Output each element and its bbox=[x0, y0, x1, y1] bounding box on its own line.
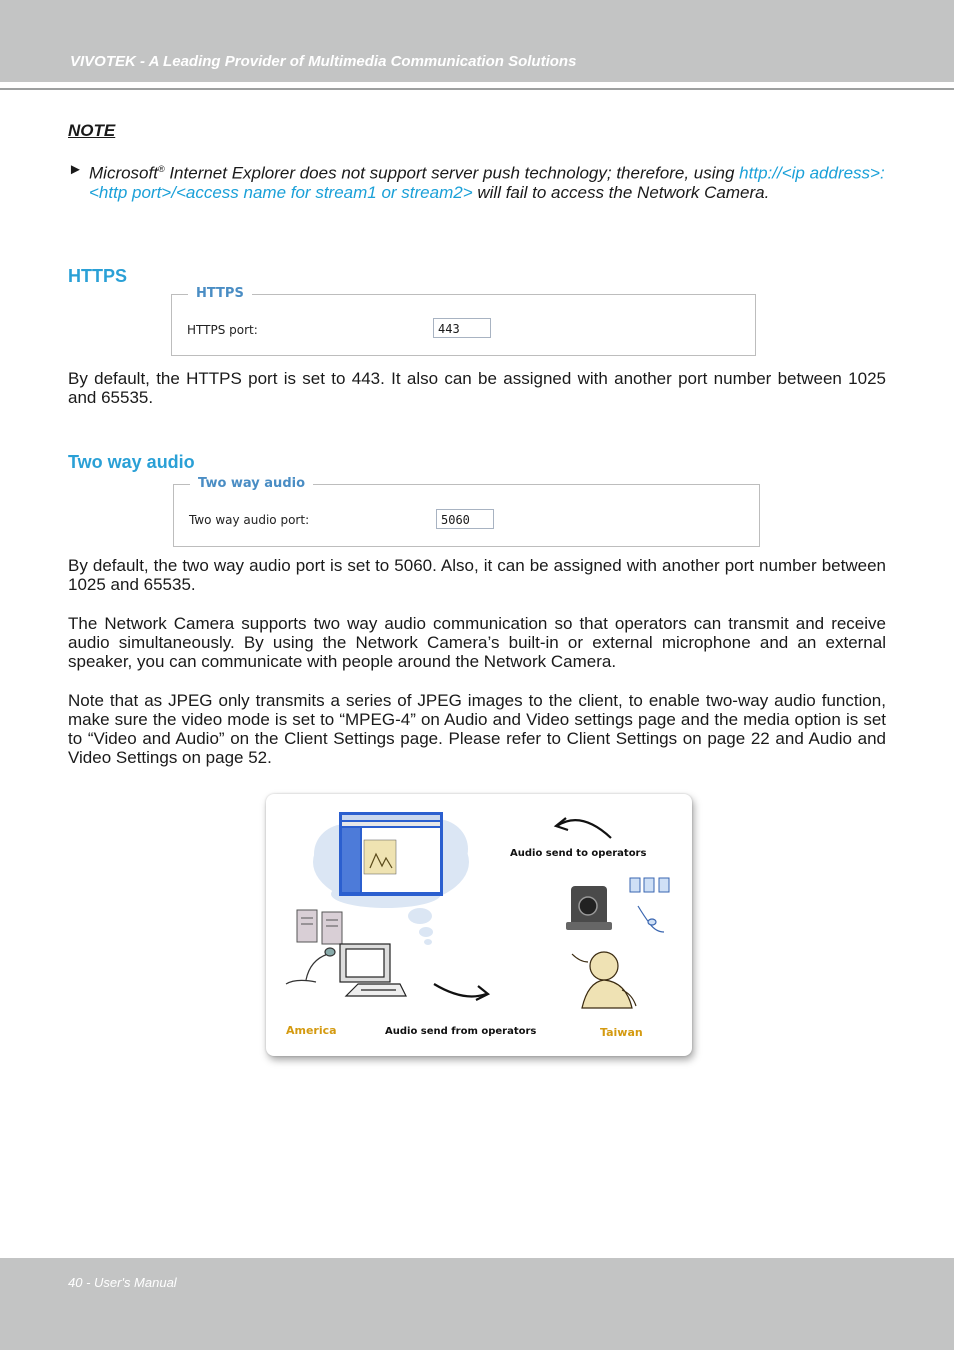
small-speakers-icon bbox=[630, 878, 669, 892]
audio-from-operators-label: Audio send from operators bbox=[385, 1026, 537, 1037]
diagram-illustration bbox=[266, 794, 692, 1056]
registered-mark: ® bbox=[157, 164, 165, 174]
computer-icon bbox=[340, 944, 406, 996]
two-way-audio-para-2: The Network Camera supports two way audio communication so that operators can transmit and receive audio simultaneously. By using the Network Camera’s built-in or external microphone and an external speaker, you can communicate with people around the Network Camera. bbox=[68, 614, 886, 671]
two-way-audio-heading: Two way audio bbox=[68, 452, 195, 472]
page-footer bbox=[0, 1258, 954, 1350]
america-label: America bbox=[286, 1024, 337, 1037]
two-way-audio-legend: Two way audio bbox=[190, 476, 313, 491]
taiwan-label: Taiwan bbox=[600, 1026, 643, 1039]
two-way-audio-fieldset bbox=[173, 476, 760, 547]
person-icon bbox=[572, 952, 636, 1008]
speakers-icon bbox=[297, 910, 342, 944]
https-fieldset bbox=[171, 286, 756, 356]
browser-window-icon bbox=[339, 812, 443, 896]
microphone-icon bbox=[286, 948, 335, 984]
https-port-input[interactable]: 443 bbox=[433, 318, 491, 338]
https-port-label: HTTPS port: bbox=[187, 323, 258, 337]
header-divider bbox=[0, 88, 954, 90]
note-body bbox=[68, 160, 888, 202]
two-way-audio-para-1: By default, the two way audio port is set to 5060. Also, it can be assigned with another port number between 1025 and 65535. bbox=[68, 556, 886, 594]
arrow-left-icon bbox=[556, 818, 611, 838]
note-text-1: Microsoft bbox=[89, 163, 158, 183]
https-legend: HTTPS bbox=[188, 286, 252, 301]
page-header bbox=[0, 0, 954, 82]
footer-page-number: 40 - User's Manual bbox=[68, 1275, 177, 1290]
network-camera-icon bbox=[566, 886, 612, 930]
bullet-icon: ► bbox=[68, 161, 83, 178]
two-way-audio-port-label: Two way audio port: bbox=[189, 513, 310, 527]
two-way-audio-para-3: Note that as JPEG only transmits a series of JPEG images to the client, to enable two-way audio function, make sure the video mode is set to “MPEG-4” on Audio and Video settings page and the media option is set to “Video and Audio” on the Client Settings page. Please refer to Client Settings on page 22 and Audio and Video Settings on page 52. bbox=[68, 691, 886, 767]
two-way-audio-diagram bbox=[266, 794, 692, 1056]
audio-to-operators-label: Audio send to operators bbox=[510, 848, 647, 859]
note-text-2: Internet Explorer does not support server push technology; therefore, using bbox=[164, 163, 740, 183]
https-description: By default, the HTTPS port is set to 443. It also can be assigned with another port number between 1025 and 65535. bbox=[68, 369, 886, 407]
headset-icon bbox=[638, 906, 664, 932]
note-text-3: will fail to access the Network Camera. bbox=[472, 182, 770, 202]
two-way-audio-port-input[interactable]: 5060 bbox=[436, 509, 494, 529]
header-title: VIVOTEK - A Leading Provider of Multimedia Communication Solutions bbox=[70, 53, 577, 70]
stream-url-link[interactable]: http://<ip address>:<http port>/<access name for stream1 or stream2> bbox=[89, 163, 885, 202]
note-title: NOTE bbox=[68, 121, 116, 140]
https-heading: HTTPS bbox=[68, 266, 128, 286]
arrow-right-icon bbox=[434, 984, 488, 1000]
